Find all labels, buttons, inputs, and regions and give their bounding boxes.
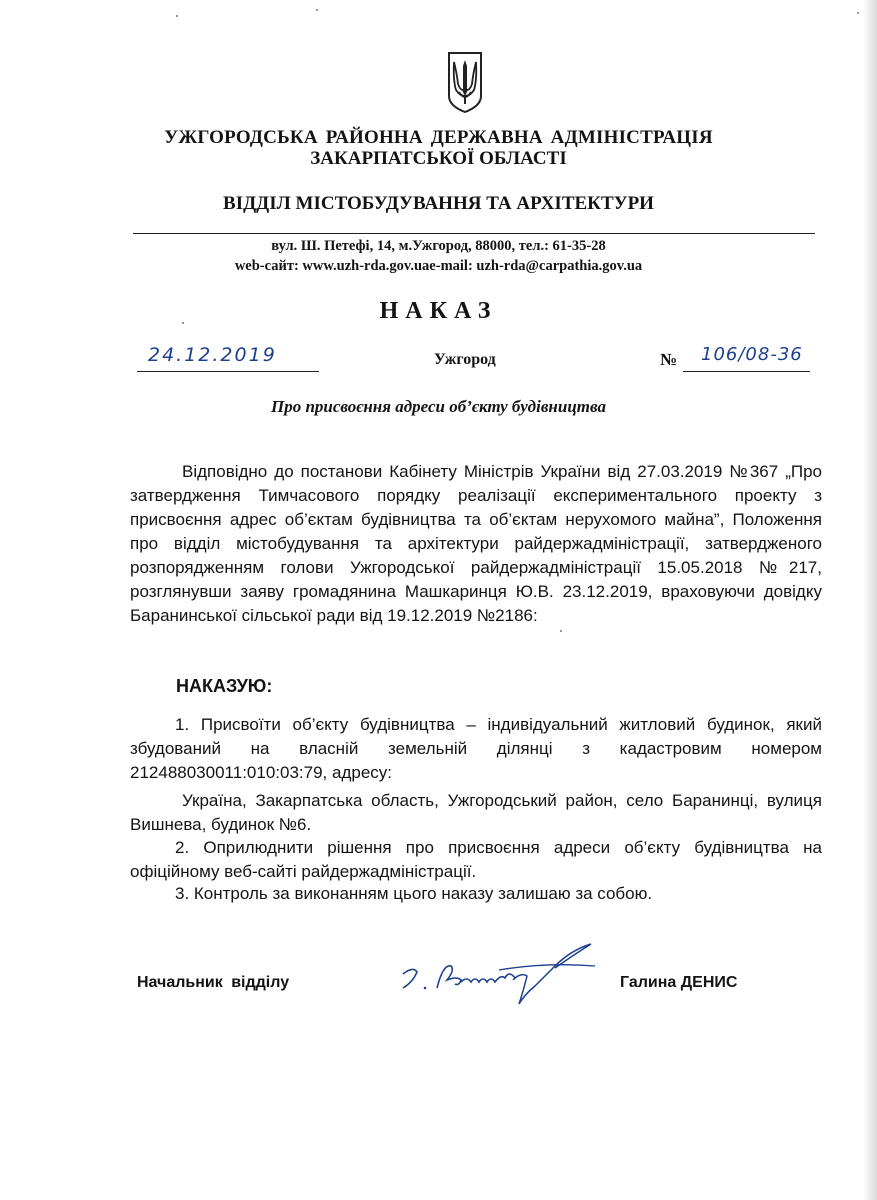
- orders-heading: НАКАЗУЮ:: [176, 676, 273, 696]
- date-underline: [137, 371, 319, 372]
- signatory-name: Галина ДЕНИС: [620, 974, 738, 991]
- order-item-3: 3. Контроль за виконанням цього наказу залишаю за собою.: [175, 884, 653, 903]
- scan-speck: [176, 15, 178, 17]
- city-name: Ужгород: [434, 351, 496, 368]
- organization-region: ЗАКАРПАТСЬКОЇ ОБЛАСТІ: [310, 148, 567, 169]
- address-line: вул. Ш. Петефі, 14, м.Ужгород, 88000, тел.: 61-35-28: [271, 238, 606, 254]
- preamble-paragraph: Відповідно до постанови Кабінету Міністрів України від 27.03.2019 №367 „Про затвердження Тимчасового порядку реалізації експериментального проекту з присвоєння адрес об’єктам будівництва та об’єктам нерухомого майна”, Положення про відділ містобудування та архітектури райдержадміністрації, затвердженого розпорядженням голови Ужгородської райдержадміністрації 15.05.2018 №217, розглянувши заяву громадянина Машкаринця Ю.В. 23.12.2019, враховуючи довідку Баранинської сільської ради від 19.12.2019 №2186:: [130, 462, 822, 625]
- trident-emblem-icon: [446, 50, 484, 114]
- number-label: №: [660, 350, 678, 369]
- organization-name: УЖГОРОДСЬКА РАЙОННА ДЕРЖАВНА АДМІНІСТРАЦІЯ: [164, 127, 713, 148]
- assigned-address: Україна, Закарпатська область, Ужгородський район, село Баранинці, вулиця Вишнева, будинок №6.: [130, 791, 822, 834]
- scan-speck: [316, 9, 318, 11]
- number-underline: [683, 371, 810, 372]
- handwritten-signature: [395, 936, 605, 1011]
- scan-speck: [182, 322, 184, 324]
- scan-speck: [857, 12, 859, 14]
- order-item-1: 1. Присвоїти об’єкту будівництва – індивідуальний житловий будинок, який збудований на власній земельній ділянці з кадастровим номером 212488030011:010:03:79, адресу:: [130, 715, 822, 782]
- web-email-line: web-сайт: www.uzh-rda.gov.uae-mail: uzh-rda@carpathia.gov.ua: [234, 258, 643, 274]
- handwritten-number: 106/08-36: [701, 344, 803, 365]
- scan-speck: [560, 630, 562, 632]
- scan-edge-shadow: [863, 0, 877, 1200]
- department-name: ВІДДІЛ МІСТОБУДУВАННЯ ТА АРХІТЕКТУРИ: [223, 193, 654, 214]
- header-divider: [133, 233, 815, 234]
- handwritten-date: 24.12.2019: [148, 344, 277, 366]
- document-type-title: НАКАЗ: [379, 298, 498, 324]
- document-subject: Про присвоєння адреси об’єкту будівництва: [271, 397, 606, 416]
- signatory-position: Начальник відділу: [137, 974, 290, 991]
- order-item-2: 2. Оприлюднити рішення про присвоєння адреси об’єкту будівництва на офіційному веб-сайті райдержадміністрації.: [130, 838, 822, 881]
